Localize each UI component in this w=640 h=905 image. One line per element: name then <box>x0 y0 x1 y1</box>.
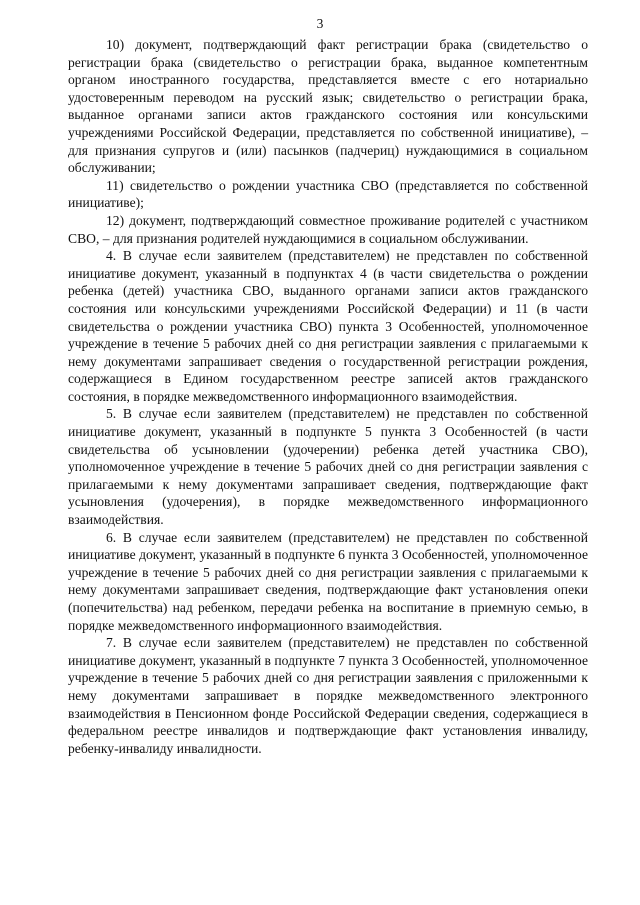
paragraph-subitem-12: 12) документ, подтверждающий совместное проживание родителей с участником СВО, – для признания родителей нуждающимися в социальном обслуживании. <box>68 212 588 246</box>
paragraph-item-5: 5. В случае если заявителем (представителем) не представлен по собственной инициативе документ, указанный в подпункте 5 пункта 3 Особенностей (в части свидетельства об усыновлении (удочерении) ребенка детей участника СВО), уполномоченное учреждение в течение 5 рабочих дней со дня регистрации заявления с прилагаемыми к нему документами запрашивает сведения, подтверждающие факт усыновления (удочерения), в порядке межведомственного информационного взаимодействия. <box>68 406 588 528</box>
paragraph-item-7: 7. В случае если заявителем (представителем) не представлен по собственной инициативе документ, указанный в подпункте 7 пункта 3 Особенностей, уполномоченное учреждение в течение 5 рабочих дней со дня регистрации заявления с приложенными к нему документами запрашивает в порядке межведомственного электронного взаимодействия в Пенсионном фонде Российской Федерации сведения, содержащиеся в федеральном реестре инвалидов и подтверждающие факт установления инвалиду, ребенку-инвалиду инвалидности. <box>68 635 588 756</box>
page-number: 3 <box>316 16 324 31</box>
paragraph-item-6: 6. В случае если заявителем (представителем) не представлен по собственной инициативе документ, указанный в подпункте 6 пункта 3 Особенностей, уполномоченное учреждение в течение 5 рабочих дней со дня регистрации заявления с прилагаемыми к нему документами запрашивает сведения, подтверждающие факт установления опеки (попечительства) над ребенком, передачи ребенка на воспитание в приемную семью, в порядке межведомственного информационного взаимодействия. <box>68 529 588 633</box>
document-body <box>68 36 588 757</box>
paragraph-item-4: 4. В случае если заявителем (представителем) не представлен по собственной инициативе документ, указанный в подпунктах 4 (в части свидетельства о рождении ребенка (детей) участника СВО, выданного органами записи актов гражданского состояния или консульскими учреждениями Российской Федерации) и 11 (в части свидетельства о рождении участника СВО) пункта 3 Особенностей, уполномоченное учреждение в течение 5 рабочих дней со дня регистрации заявления с прилагаемыми к нему документами запрашивает сведения о государственной регистрации рождения, содержащиеся в Едином государственном реестре записей актов гражданского состояния, в порядке межведомственного информационного взаимодействия. <box>68 248 588 404</box>
paragraph-subitem-10: 10) документ, подтверждающий факт регистрации брака (свидетельство о регистрации брака (свидетельство о регистрации брака, выданное компетентным органом иностранного государства, представляется вместе с его нотариально удостоверенным переводом на русский язык; свидетельство о регистрации брака, выданное органами записи актов гражданского состояния или консульскими учреждениями Российской Федерации, представляется по собственной инициативе), – для признания супругов и (или) пасынков (падчериц) нуждающимися в социальном обслуживании; <box>68 37 588 176</box>
paragraph-subitem-11: 11) свидетельство о рождении участника СВО (представляется по собственной инициативе); <box>68 177 588 211</box>
